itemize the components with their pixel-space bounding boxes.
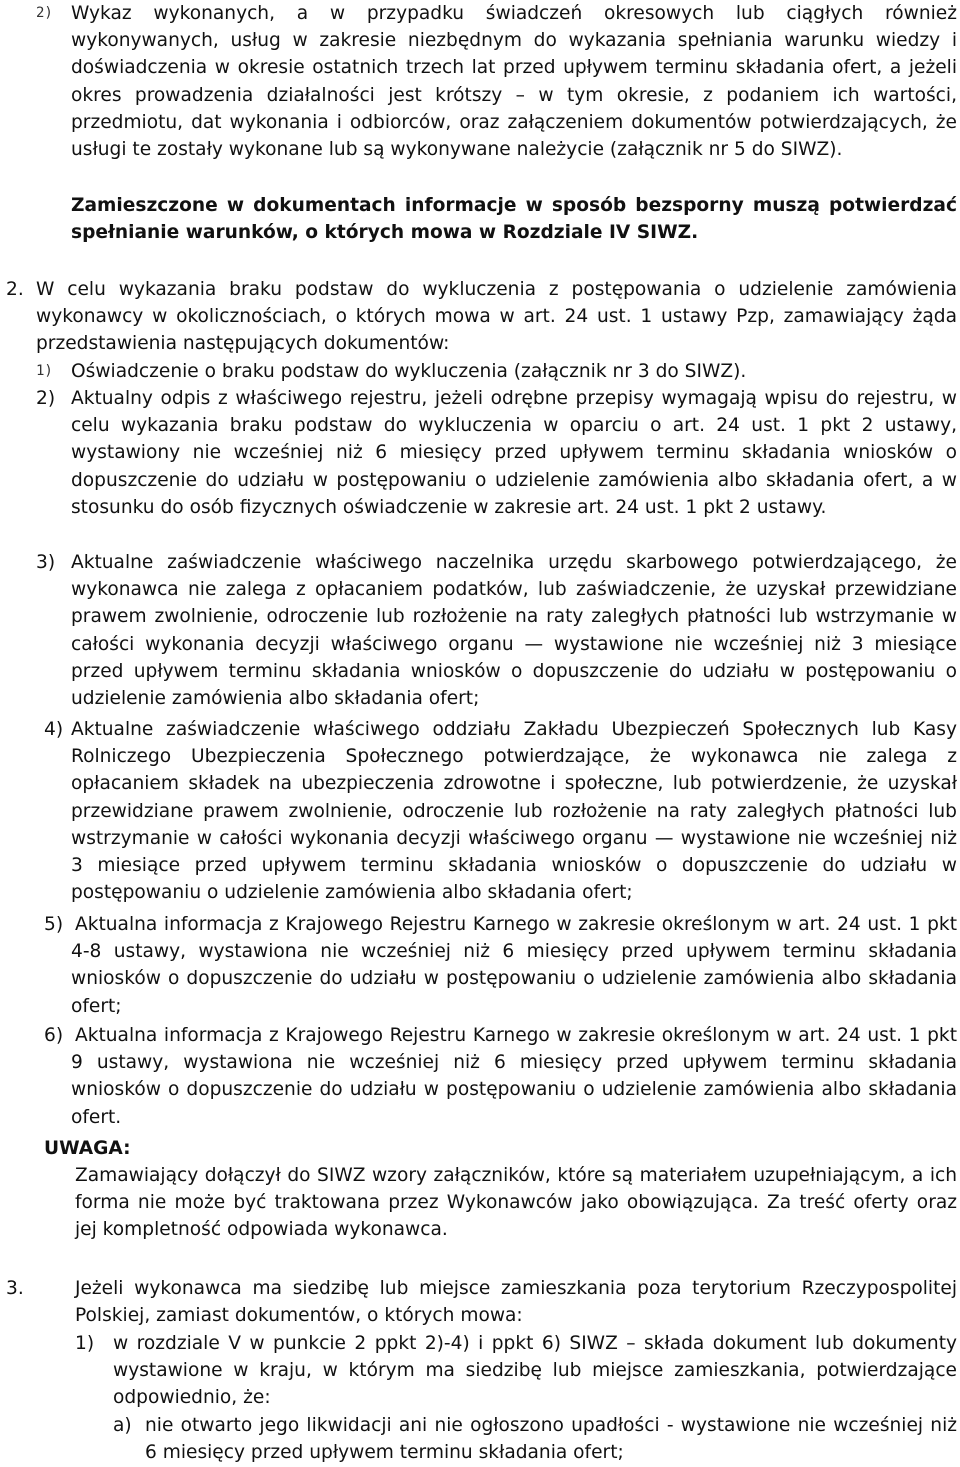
- section-number: 3.: [6, 1278, 24, 1299]
- list-item: Aktualne zaświadczenie właściwego naczelnika urzędu skarbowego potwierdzającego, że wykonawca nie zalega z opłacaniem podatków, lub zaświadczenie, że uzyskał przewidziane prawem zwolnienie, odroczenie lub rozłożenie na raty zaległych płatności lub wstrzymanie w całości wykonania decyzji właściwego organu — wystawione nie wcześniej niż 3 miesiące przed upływem terminu składania wniosków o dopuszczenie do udziału w postępowaniu o udzielenie zamówienia albo składania ofert;: [71, 552, 957, 710]
- list-item: Aktualna informacja z Krajowego Rejestru Karnego w zakresie określonym w art. 24 ust. 1 pkt 9 ustawy, wystawiona nie wcześniej niż 6 miesięcy przed upływem terminu składania wniosków o dopuszczenie do udziału w postępowaniu o udzielenie zamówienia albo składania ofert.: [71, 1025, 957, 1128]
- paragraph-services-list: Wykaz wykonanych, a w przypadku świadczeń okresowych lub ciągłych również wykonywanych, usług w zakresie niezbędnym do wykazania spełniania warunku wiedzy i doświadczenia w okresie ostatnich trzech lat przed upływem terminu składania ofert, a jeżeli okres prowadzenia działalności jest krótszy – w tym okresie, z podaniem ich wartości, przedmiotu, dat wykonania i odbiorców, oraz załączeniem dokumentów potwierdzających, że usługi te zostały wykonane lub są wykonywane należycie (załącznik nr 5 do SIWZ).: [71, 3, 957, 161]
- list-marker: 3): [36, 552, 56, 573]
- list-marker: 4): [44, 719, 64, 740]
- list-marker: 2): [36, 388, 56, 409]
- list-marker: 2): [36, 5, 53, 21]
- list-item: Aktualne zaświadczenie właściwego oddziału Zakładu Ubezpieczeń Społecznych lub Kasy Rolniczego Ubezpieczenia Społecznego potwierdzające, że wykonawca nie zalega z opłacaniem składek na ubezpieczenia zdrowotne i społeczne, lub potwierdzenie, że uzyskał przewidziane prawem zwolnienie, odroczenie lub rozłożenie na raty zaległych płatności lub wstrzymanie w całości wykonania decyzji właściwego organu — wystawione nie wcześniej niż 3 miesiące przed upływem terminu składania wniosków o dopuszczenie do udziału w postępowaniu o udzielenie zamówienia albo składania ofert;: [71, 719, 957, 904]
- section-2-intro: W celu wykazania braku podstaw do wykluczenia z postępowania o udzielenie zamówienia wykonawcy w okolicznościach, o których mowa w art. 24 ust. 1 ustawy Pzp, zamawiający żąda przedstawienia następujących dokumentów:: [36, 279, 957, 355]
- section-3-intro: Jeżeli wykonawca ma siedzibę lub miejsce zamieszkania poza terytorium Rzeczypospolitej Polskiej, zamiast dokumentów, o których mowa:: [75, 1278, 957, 1327]
- list-item: Oświadczenie o braku podstaw do wykluczenia (załącznik nr 3 do SIWZ).: [71, 361, 747, 382]
- list-marker: a): [113, 1415, 132, 1436]
- bold-note: Zamieszczone w dokumentach informacje w sposób bezsporny muszą potwierdzać spełnianie warunków, o których mowa w Rozdziale IV SIWZ.: [71, 195, 957, 244]
- list-item: Aktualny odpis z właściwego rejestru, jeżeli odrębne przepisy wymagają wpisu do rejestru, w celu wykazania braku podstaw do wykluczenia w oparciu o art. 24 ust. 1 pkt 2 ustawy, wystawiony nie wcześniej niż 6 miesięcy przed upływem terminu składania wniosków o dopuszczenie do udziału w postępowaniu o udzielenie zamówienia albo składania ofert, a w stosunku do osób fizycznych oświadczenie w zakresie art. 24 ust. 1 pkt 2 ustawy.: [71, 388, 957, 518]
- list-item: Aktualna informacja z Krajowego Rejestru Karnego w zakresie określonym w art. 24 ust. 1 pkt 4-8 ustawy, wystawiona nie wcześniej niż 6 miesięcy przed upływem terminu składania wniosków o dopuszczenie do udziału w postępowaniu o udzielenie zamówienia albo składania ofert;: [71, 914, 957, 1017]
- list-marker: 5): [44, 914, 64, 935]
- section-number: 2.: [6, 279, 24, 300]
- list-marker: 1): [36, 363, 53, 379]
- list-item: nie otwarto jego likwidacji ani nie ogłoszono upadłości - wystawione nie wcześniej niż 6 miesięcy przed upływem terminu składania ofert;: [145, 1415, 957, 1464]
- list-item: w rozdziale V w punkcie 2 ppkt 2)-4) i ppkt 6) SIWZ – składa dokument lub dokumenty wystawione w kraju, w którym ma siedzibę lub miejsce zamieszkania, potwierdzające odpowiednio, że:: [113, 1333, 957, 1409]
- list-marker: 1): [75, 1333, 95, 1354]
- note-text: Zamawiający dołączył do SIWZ wzory załączników, które są materiałem uzupełniającym, a ich forma nie może być traktowana przez Wykonawców jako obowiązująca. Za treść oferty oraz jej kompletność odpowiada wykonawca.: [75, 1165, 957, 1241]
- list-marker: 6): [44, 1025, 64, 1046]
- note-title: UWAGA:: [44, 1138, 131, 1159]
